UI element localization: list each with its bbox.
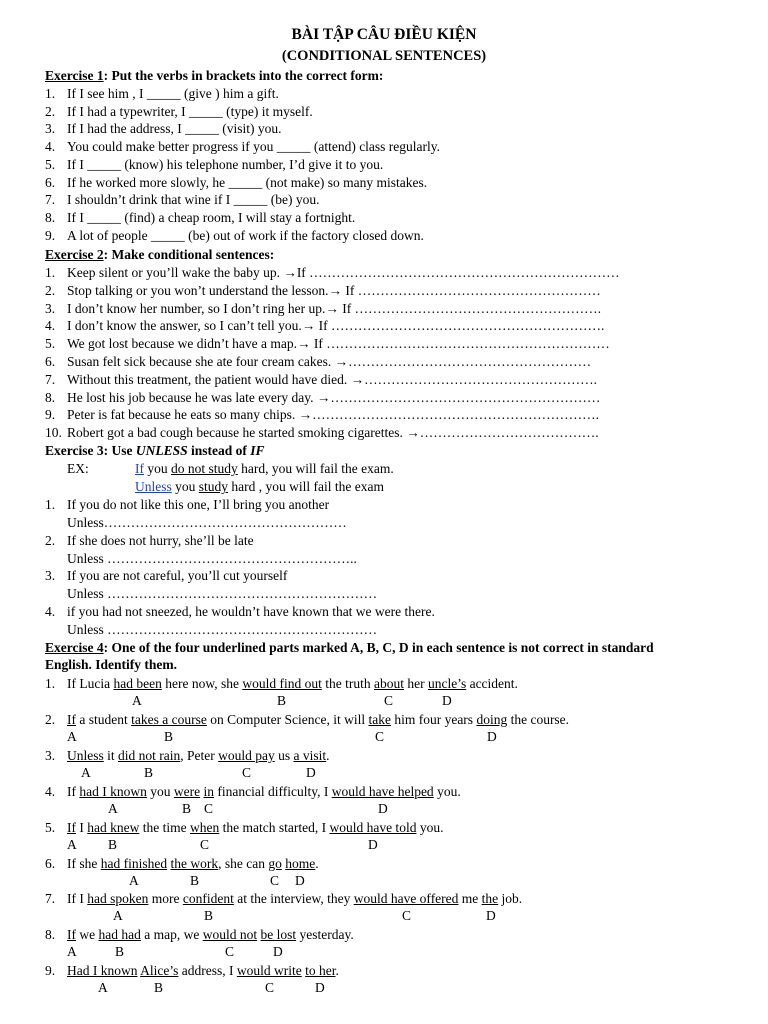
option-letter-b: B xyxy=(154,980,164,996)
sentence-text: it xyxy=(103,747,119,763)
sentence-text: . xyxy=(315,855,319,871)
underlined-option: did not rain xyxy=(118,747,181,763)
exercise-1-item-number: 3. xyxy=(45,121,56,137)
example-2-unless: Unless xyxy=(135,479,172,494)
title-english: (CONDITIONAL SENTENCES) xyxy=(281,48,487,64)
underlined-option: doing xyxy=(476,711,508,727)
exercise-4-item-number: 2. xyxy=(45,711,56,727)
sentence-text: a student xyxy=(76,711,132,727)
underlined-option: would find out xyxy=(242,676,322,691)
option-letter-d: D xyxy=(442,693,452,708)
underlined-option: a visit xyxy=(293,747,327,763)
example-label: EX: xyxy=(67,461,89,476)
exercise-4-item-number: 1. xyxy=(45,676,56,691)
underlined-option: to her xyxy=(305,963,336,979)
exercise-4-item-number: 7. xyxy=(45,891,56,907)
exercise-3-item-text: If you are not careful, you’ll cut yourself xyxy=(67,568,288,584)
sentence-text: the time xyxy=(139,819,190,835)
exercise-3-instead: instead of xyxy=(191,443,247,458)
exercise-1-item-5 xyxy=(45,156,384,173)
exercise-4-item-9 xyxy=(45,963,339,979)
option-letter-a: A xyxy=(98,980,108,996)
exercise-2-item-5 xyxy=(45,336,610,352)
exercise-2-item-text: Robert got a bad cough because he started smoking cigarettes. →…………………………………. xyxy=(67,425,599,441)
exercise-4-sentence xyxy=(67,963,339,979)
option-letter-d: D xyxy=(273,944,283,960)
exercise-2-item-number: 2. xyxy=(45,282,56,298)
underlined-option: takes a course xyxy=(131,711,207,727)
exercise-1-item-text: If he worked more slowly, he _____ (not make) so many mistakes. xyxy=(67,174,428,190)
exercise-2-item-6 xyxy=(45,354,592,370)
exercise-4-item-6 xyxy=(45,855,319,872)
exercise-3-unless: UNLESS xyxy=(135,443,188,458)
option-letter-b: B xyxy=(115,944,125,960)
underlined-option: uncle’s xyxy=(427,676,467,691)
option-letter-b: B xyxy=(204,908,214,924)
underlined-option: would pay xyxy=(218,747,275,763)
exercise-2-item-4 xyxy=(45,318,605,334)
exercise-2-item-number: 10. xyxy=(45,425,62,441)
option-letter-c: C xyxy=(265,980,275,996)
sentence-text: accident. xyxy=(466,676,518,691)
exercise-4-item-number: 6. xyxy=(45,855,56,871)
exercise-4-sentence xyxy=(67,784,461,800)
exercise-1-item-7 xyxy=(45,192,320,208)
underlined-option: If xyxy=(67,711,76,727)
sentence-text: you. xyxy=(416,819,444,835)
title-vietnamese: BÀI TẬP CÂU ĐIỀU KIỆN xyxy=(291,26,477,43)
exercise-4-item-3 xyxy=(45,747,330,764)
option-letter-a: A xyxy=(81,764,91,780)
underlined-option: had I known xyxy=(79,783,147,799)
exercise-1-item-text: I shouldn’t drink that wine if I _____ (be) you. xyxy=(67,192,320,208)
example-1-verb: do not study xyxy=(171,461,238,476)
sentence-text: job. xyxy=(498,891,523,907)
exercise-2-item-text: He lost his job because he was late every day. →…………………………………………………… xyxy=(67,389,601,405)
exercise-1-item-number: 9. xyxy=(45,227,56,243)
exercise-2-item-7 xyxy=(45,371,598,388)
option-letter-d: D xyxy=(368,836,378,852)
exercise-1-item-number: 1. xyxy=(45,86,56,101)
underlined-option: would not xyxy=(202,927,258,943)
exercise-3-item-2 xyxy=(45,532,254,549)
exercise-2-item-number: 5. xyxy=(45,336,56,352)
example-1-if: If xyxy=(135,461,144,476)
exercise-3-item-text: if you had not sneezed, he wouldn’t have known that we were there. xyxy=(67,603,435,619)
exercise-1-item-number: 5. xyxy=(45,156,56,172)
exercise-1-item-text: If I _____ (know) his telephone number, I’d give it to you. xyxy=(67,156,384,172)
exercise-1-item-text: A lot of people _____ (be) out of work if the factory closed down. xyxy=(67,227,424,243)
exercise-1-item-4 xyxy=(45,139,441,155)
exercise-1-heading xyxy=(45,68,383,84)
sentence-text: you xyxy=(146,783,174,799)
underlined-option: Had I known xyxy=(67,963,138,979)
sentence-text: If xyxy=(67,783,80,799)
exercise-1-item-6 xyxy=(45,174,428,191)
option-letter-c: C xyxy=(225,944,235,960)
exercise-2-item-8 xyxy=(45,389,601,406)
exercise-2-label: Exercise 2 xyxy=(45,247,104,262)
exercise-2-item-number: 6. xyxy=(45,354,56,369)
exercise-4-item-number: 5. xyxy=(45,819,56,835)
exercise-2-instruction: : Make conditional sentences: xyxy=(103,247,275,262)
option-letter-d: D xyxy=(295,872,305,888)
underlined-option: had spoken xyxy=(87,891,149,907)
sentence-text: you. xyxy=(433,783,461,799)
sentence-text: , she can xyxy=(218,855,269,871)
example-2-verb: study xyxy=(198,479,229,494)
exercise-4-item-2 xyxy=(45,711,570,728)
underlined-option: If xyxy=(67,819,76,835)
sentence-text: , Peter xyxy=(180,747,219,763)
sentence-text: we xyxy=(76,927,99,943)
option-letter-a: A xyxy=(67,836,77,852)
exercise-1-item-9 xyxy=(45,227,424,244)
exercise-1-item-8 xyxy=(45,209,356,226)
underlined-option: would have told xyxy=(329,819,417,835)
exercise-3-item-text: If you do not like this one, I’ll bring you another xyxy=(67,497,330,512)
sentence-text: the match started, I xyxy=(219,819,330,835)
exercise-2-item-text: Without this treatment, the patient would have died. →……………………………………………. xyxy=(67,371,598,387)
option-letter-c: C xyxy=(384,693,394,708)
exercise-2-item-number: 7. xyxy=(45,371,56,387)
option-letter-d: D xyxy=(486,908,496,924)
exercise-3-answer-line: Unless …………………………………………………… xyxy=(67,586,378,602)
option-letter-a: A xyxy=(67,728,77,744)
sentence-text: her xyxy=(403,676,428,691)
sentence-text: If she xyxy=(67,855,101,871)
sentence-text: more xyxy=(148,891,183,907)
exercise-1-item-text: If I _____ (find) a cheap room, I will stay a fortnight. xyxy=(67,209,356,225)
option-letter-a: A xyxy=(67,944,77,960)
underlined-option: take xyxy=(368,711,391,727)
exercise-3-item-number: 1. xyxy=(45,497,56,512)
exercise-4-instruction-1: : One of the four underlined parts marked A, B, C, D in each sentence is not correct in standard xyxy=(103,640,654,655)
exercise-1-item-number: 7. xyxy=(45,192,56,208)
exercise-4-sentence xyxy=(67,927,354,943)
exercise-3-label: Exercise 3: Use xyxy=(45,443,133,458)
sentence-text: on Computer Science, it will xyxy=(206,711,369,727)
exercise-3-item-4 xyxy=(45,603,435,620)
sentence-text: the course. xyxy=(507,711,570,727)
sentence-text: us xyxy=(274,747,294,763)
sentence-text: at the interview, they xyxy=(233,891,354,907)
exercise-1-item-text: If I see him , I _____ (give ) him a gift. xyxy=(67,86,279,101)
option-letter-c: C xyxy=(270,872,280,888)
sentence-text: the truth xyxy=(321,676,374,691)
sentence-text: . xyxy=(335,963,339,979)
exercise-2-item-1 xyxy=(45,265,620,281)
exercise-2-item-text: Stop talking or you won’t understand the lesson.→ If ……………………………………………… xyxy=(67,282,601,298)
exercise-1-item-text: You could make better progress if you _____ (attend) class regularly. xyxy=(67,139,441,155)
exercise-2-item-number: 4. xyxy=(45,318,56,334)
underlined-option: confident xyxy=(182,891,234,907)
underlined-option: go xyxy=(268,855,282,871)
exercise-2-item-number: 3. xyxy=(45,300,56,316)
option-letter-d: D xyxy=(315,980,325,996)
exercise-3-if: IF xyxy=(250,443,265,458)
exercise-2-item-text: Keep silent or you’ll wake the baby up. →If …………………………………………………………… xyxy=(67,265,620,280)
exercise-2-item-text: Peter is fat because he eats so many chips. →………………………………………………………. xyxy=(67,407,600,423)
underlined-option: Unless xyxy=(67,747,104,763)
underlined-option: about xyxy=(373,676,404,691)
option-letter-d: D xyxy=(487,728,497,744)
exercise-1-item-number: 8. xyxy=(45,209,56,225)
exercise-4-item-5 xyxy=(45,819,444,836)
option-letter-c: C xyxy=(242,764,252,780)
option-letter-a: A xyxy=(132,693,142,708)
option-letter-b: B xyxy=(182,800,192,816)
option-letter-b: B xyxy=(277,693,287,708)
exercise-4-sentence xyxy=(67,748,330,764)
option-letter-c: C xyxy=(200,836,210,852)
exercise-4-heading-line-1 xyxy=(45,640,654,656)
option-letter-d: D xyxy=(306,764,316,780)
sentence-text: . xyxy=(326,747,330,763)
exercise-2-item-9 xyxy=(45,407,600,423)
exercise-4-heading-line-2: English. Identify them. xyxy=(45,657,178,672)
sentence-text: address, I xyxy=(178,963,237,979)
underlined-option: in xyxy=(203,783,214,799)
underlined-option: would write xyxy=(236,963,302,979)
exercise-1-item-number: 6. xyxy=(45,174,56,190)
exercise-3-item-text: If she does not hurry, she’ll be late xyxy=(67,532,254,548)
example-2-text-b: hard , you will fail the exam xyxy=(228,479,384,494)
exercise-4-item-number: 3. xyxy=(45,747,56,763)
option-letter-b: B xyxy=(190,872,200,888)
underlined-option: had finished xyxy=(100,855,168,871)
example-line-2 xyxy=(135,479,384,495)
sentence-text: me xyxy=(458,891,482,907)
exercise-2-item-number: 1. xyxy=(45,265,56,280)
underlined-option: the xyxy=(481,891,499,907)
example-1-text-a: you xyxy=(144,461,171,476)
option-letter-b: B xyxy=(164,728,174,744)
exercise-4-item-4 xyxy=(45,783,461,800)
exercise-2-item-10 xyxy=(45,425,599,441)
exercise-1-item-1 xyxy=(45,86,279,102)
sentence-text: a map, we xyxy=(140,927,203,943)
exercise-1-item-number: 2. xyxy=(45,103,56,119)
underlined-option: If xyxy=(67,927,76,943)
exercise-2-item-2 xyxy=(45,282,601,299)
exercise-4-sentence xyxy=(67,712,569,728)
underlined-option: the work xyxy=(170,855,219,871)
underlined-option: had been xyxy=(113,676,162,691)
exercise-1-instruction: : Put the verbs in brackets into the correct form: xyxy=(103,68,384,83)
option-letter-b: B xyxy=(108,836,118,852)
option-letter-c: C xyxy=(402,908,412,924)
exercise-1-item-2 xyxy=(45,103,313,120)
sentence-text: If I xyxy=(67,891,88,907)
underlined-option: would have helped xyxy=(331,783,434,799)
exercise-3-item-number: 2. xyxy=(45,532,56,548)
sentence-text: financial difficulty, I xyxy=(214,783,332,799)
exercise-3-item-number: 4. xyxy=(45,603,56,619)
exercise-3-answer-line: Unless …………………………………………………… xyxy=(67,621,378,637)
underlined-option: Alice’s xyxy=(140,963,179,979)
underlined-option: when xyxy=(189,819,220,835)
sentence-text: here now, she xyxy=(161,676,243,691)
exercise-4-item-8 xyxy=(45,927,354,943)
exercise-1-label: Exercise 1 xyxy=(45,68,104,83)
exercise-2-heading xyxy=(45,247,274,263)
option-letter-a: A xyxy=(108,800,118,816)
example-1-text-b: hard, you will fail the exam. xyxy=(237,461,394,476)
underlined-option: were xyxy=(173,783,201,799)
exercise-2-item-text: We got lost because we didn’t have a map.→ If ……………………………………………………… xyxy=(67,336,610,352)
exercise-2-item-text: I don’t know her number, so I don’t ring her up.→ If ………………………………………………. xyxy=(67,300,602,316)
option-letter-b: B xyxy=(144,764,154,780)
sentence-text: him four years xyxy=(390,711,477,727)
underlined-option: had had xyxy=(98,927,141,943)
sentence-text: yesterday. xyxy=(296,927,354,943)
exercise-2-item-3 xyxy=(45,300,602,317)
exercise-4-item-number: 4. xyxy=(45,783,56,799)
example-2-text-a: you xyxy=(171,479,199,494)
underlined-option: home xyxy=(285,855,316,871)
exercise-4-sentence xyxy=(67,856,319,872)
example-line-1 xyxy=(135,461,394,477)
exercise-4-item-1 xyxy=(45,676,518,692)
underlined-option: would have offered xyxy=(353,891,459,907)
option-letter-c: C xyxy=(375,728,385,744)
exercise-3-item-1 xyxy=(45,497,330,513)
exercise-4-item-7 xyxy=(45,891,523,907)
exercise-4-label: Exercise 4 xyxy=(45,640,104,655)
sentence-text: I xyxy=(76,819,88,835)
exercise-3-heading xyxy=(45,443,265,459)
exercise-1-item-text: If I had a typewriter, I _____ (type) it myself. xyxy=(67,103,313,119)
exercise-2-item-number: 9. xyxy=(45,407,56,423)
exercise-4-sentence xyxy=(67,820,443,836)
option-letter-a: A xyxy=(113,908,123,924)
exercise-3-answer-line: Unless ……………………………………………….. xyxy=(67,550,357,566)
option-letter-d: D xyxy=(378,800,388,816)
sentence-text: If Lucia xyxy=(67,676,114,691)
exercise-4-item-number: 8. xyxy=(45,927,56,943)
exercise-1-item-number: 4. xyxy=(45,139,56,155)
exercise-3-answer-line: Unless……………………………………………… xyxy=(67,515,347,530)
option-letter-a: A xyxy=(129,872,139,888)
exercise-2-item-number: 8. xyxy=(45,389,56,405)
underlined-option: had knew xyxy=(87,819,140,835)
exercise-4-sentence xyxy=(67,891,522,907)
exercise-2-item-text: I don’t know the answer, so I can’t tell you.→ If ……………………………………………………. xyxy=(67,318,605,334)
exercise-3-item-3 xyxy=(45,568,288,584)
exercise-2-item-text: Susan felt sick because she ate four cream cakes. →……………………………………………… xyxy=(67,354,592,369)
exercise-4-sentence xyxy=(67,676,518,692)
exercise-4-item-number: 9. xyxy=(45,963,56,979)
exercise-1-item-3 xyxy=(45,121,282,137)
exercise-3-item-number: 3. xyxy=(45,568,56,584)
underlined-option: be lost xyxy=(260,927,297,943)
exercise-1-item-text: If I had the address, I _____ (visit) you. xyxy=(67,121,282,137)
option-letter-c: C xyxy=(204,800,214,816)
